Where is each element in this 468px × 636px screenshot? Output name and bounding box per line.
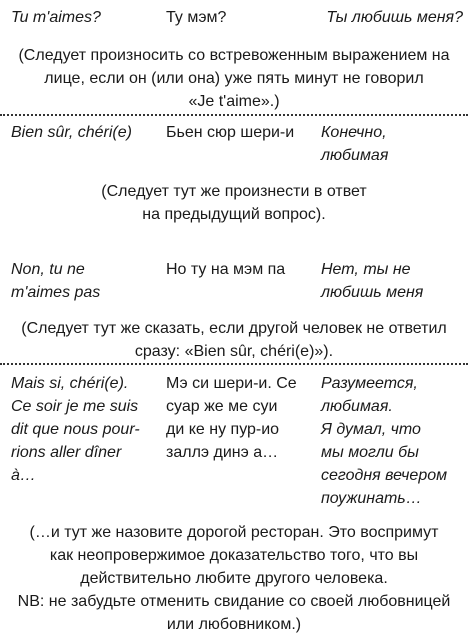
transcription: Мэ си шери-и. Се суар же ме суи ди ке ну пур-ио заллэ динэ а…	[166, 375, 297, 461]
french-phrase: Non, tu ne m'aimes pas	[11, 261, 101, 301]
russian-translation: Ты любишь меня?	[326, 9, 463, 26]
usage-note: (Следует тут же сказать, если другой человек не ответил сразу: «Bien sûr, chéri(e)»).	[21, 320, 447, 360]
usage-note: (Следует тут же произнести в ответ на предыдущий вопрос).	[101, 183, 367, 223]
usage-note: (…и тут же назовите дорогой ресторан. Это воспримут как неопровержимое доказательство того, что вы действительно любите другого человека. NB: не забудьте отменить свидание со своей любовницей или любовником.)	[17, 524, 451, 633]
russian-translation: Конечно, любимая	[321, 124, 389, 164]
russian-translation: Разумеется, любимая. Я думал, что мы могли бы сегодня вечером поужинать…	[321, 375, 448, 507]
russian-translation: Нет, ты не любишь меня	[321, 261, 424, 301]
french-phrase: Tu m'aimes?	[11, 9, 101, 26]
transcription: Ту мэм?	[166, 9, 227, 26]
french-phrase: Mais si, chéri(e). Ce soir je me suis dit que nous pour- rions aller dîner à…	[11, 375, 140, 484]
usage-note: (Следует произносить со встревоженным выражением на лице, если он (или она) уже пять минут не говорил «Je t'aime».)	[18, 47, 450, 110]
transcription: Бьен сюр шери-и	[166, 124, 295, 141]
transcription: Но ту на мэм па	[166, 261, 286, 278]
french-phrase: Bien sûr, chéri(e)	[11, 124, 132, 141]
dotted-separator	[0, 114, 468, 116]
dotted-separator	[0, 363, 468, 365]
